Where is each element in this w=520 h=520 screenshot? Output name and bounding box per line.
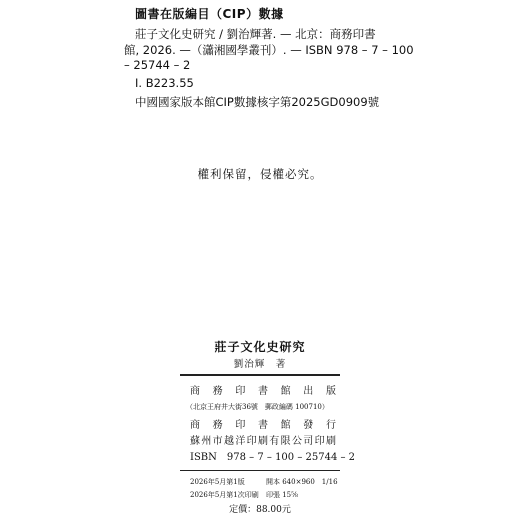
publisher-line <box>190 382 336 397</box>
printer-char: 州 <box>201 436 212 447</box>
cip-heading: 圖書在版編目（CIP）數據 <box>135 7 284 21</box>
printer-char: 有 <box>269 436 280 447</box>
edition-info: 2026年5月第1版 <box>190 478 245 486</box>
publisher-address: （北京王府井大街36號 郵政編碼 100710） <box>186 403 329 411</box>
printer-char: 印 <box>246 436 257 447</box>
printer-char: 限 <box>280 436 291 447</box>
divider <box>180 470 340 471</box>
cip-line: Ⅰ. B223.55 <box>135 76 194 90</box>
distributor-char: 務 <box>212 420 223 431</box>
distributor-char: 行 <box>325 420 336 431</box>
printer-char: 市 <box>212 436 223 447</box>
distributor-char: 印 <box>235 420 246 431</box>
publisher-char: 版 <box>325 386 336 397</box>
printer-char: 越 <box>223 436 234 447</box>
distributor-char: 商 <box>190 420 200 431</box>
distributor-char: 館 <box>280 420 291 431</box>
book-title: 莊子文化史研究 <box>214 340 306 354</box>
book-author: 劉治輝 著 <box>233 359 287 370</box>
cip-line: 館, 2026. —（瀟湘國學叢刊）. — ISBN 978 – 7 – 100 <box>124 43 414 57</box>
isbn-line: ISBN 978 – 7 – 100 – 25744 – 2 <box>190 452 356 463</box>
publisher-char: 印 <box>235 386 246 397</box>
distributor-char: 書 <box>257 420 268 431</box>
publisher-char: 務 <box>212 386 223 397</box>
cip-line: – 25744 – 2 <box>124 58 191 72</box>
cip-line: 莊子文化史研究 / 劉治輝著. — 北京：商務印書 <box>135 27 376 41</box>
rights-statement: 權利保留，侵權必究。 <box>197 167 323 181</box>
printer-char: 刷 <box>325 436 336 447</box>
printer-char: 公 <box>291 436 302 447</box>
printer-char: 刷 <box>257 436 268 447</box>
publisher-char: 商 <box>190 386 200 397</box>
distributor-line <box>190 416 336 431</box>
sheets-info: 印張 15⅝ <box>266 491 298 499</box>
publisher-char: 書 <box>257 386 268 397</box>
printer-char: 洋 <box>235 436 246 447</box>
cip-line: 中國國家版本館CIP數據核字第2025GD0909號 <box>135 95 380 109</box>
printing-info: 2026年5月第1次印刷 <box>190 491 259 499</box>
distributor-char: 發 <box>303 420 314 431</box>
publisher-char: 館 <box>280 386 291 397</box>
printer-char: 印 <box>314 436 325 447</box>
format-info: 開本 640×960 1/16 <box>266 478 338 486</box>
printer-char: 蘇 <box>190 436 200 447</box>
printer-line <box>190 432 336 447</box>
publisher-char: 出 <box>303 386 314 397</box>
printer-char: 司 <box>303 436 314 447</box>
divider <box>180 374 340 376</box>
price: 定價：88.00元 <box>229 505 291 515</box>
